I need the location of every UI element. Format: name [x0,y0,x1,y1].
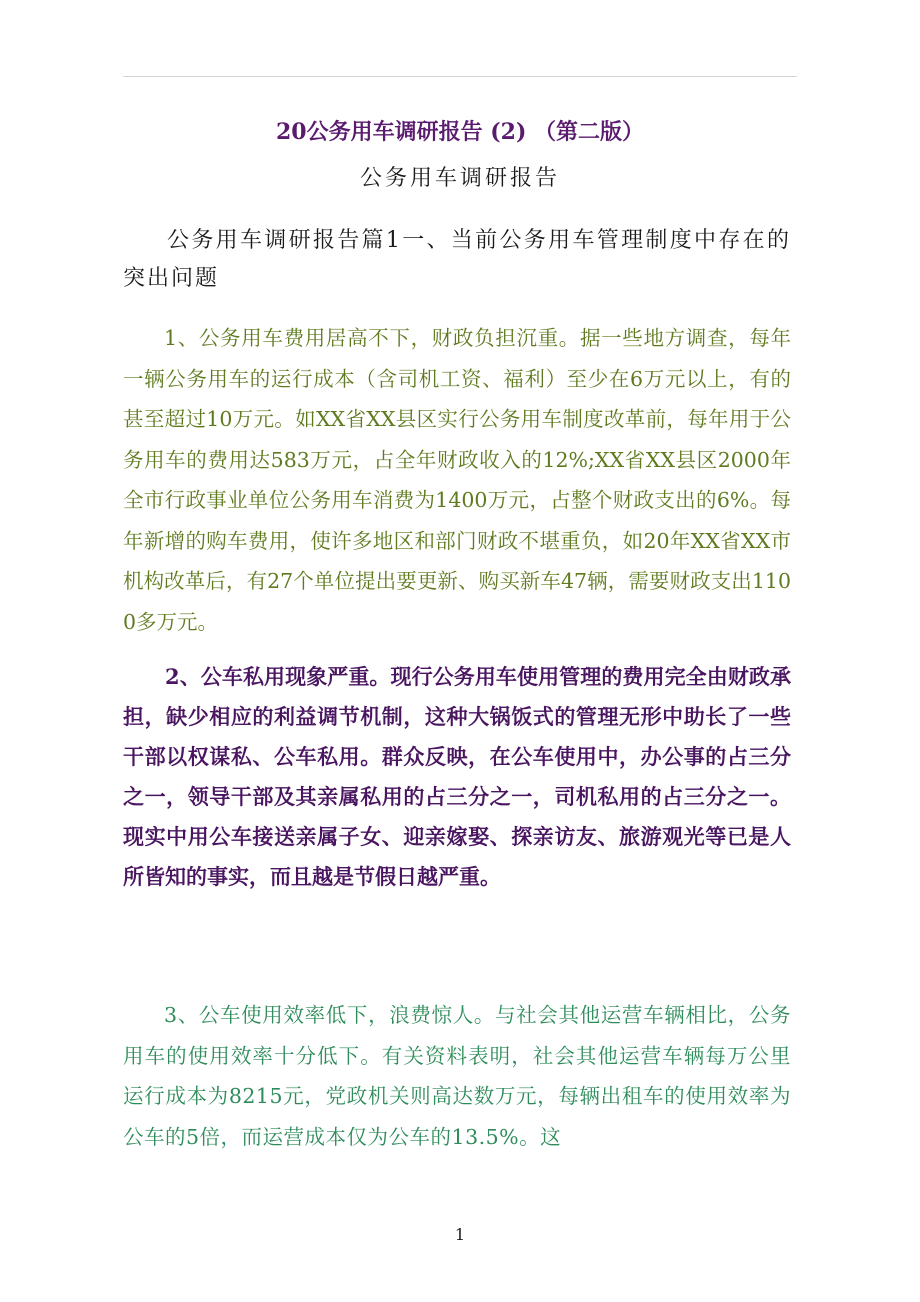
paragraph-point-3: 3、公车使用效率低下，浪费惊人。与社会其他运营车辆相比，公务用车的使用效率十分低下。有关资料表明，社会其他运营车辆每万公里运行成本为8215元，党政机关则高达数万元，每辆出租车的使用效率为公车的5倍，而运营成本仅为公车的13.5%。这 [123,1003,791,1149]
paragraph-point-2: 2、公车私用现象严重。现行公务用车使用管理的费用完全由财政承担，缺少相应的利益调节机制，这种大锅饭式的管理无形中助长了一些干部以权谋私、公车私用。群众反映，在公车使用中，办公事的占三分之一，领导干部及其亲属私用的占三分之一，司机私用的占三分之一。现实中用公车接送亲属子女、迎亲嫁娶、探亲访友、旅游观光等已是人所皆知的事实，而且越是节假日越严重。 [123,664,791,889]
intro-paragraph: 公务用车调研报告篇1一、当前公务用车管理制度中存在的突出问题 [123,228,791,291]
header-divider [123,76,797,77]
document-subtitle: 公务用车调研报告 [359,166,560,191]
document-title: 20公务用车调研报告 (2) （第二版） [275,119,645,145]
paragraph-point-1: 1、公务用车费用居高不下，财政负担沉重。据一些地方调查，每年一辆公务用车的运行成本（含司机工资、福利）至少在6万元以上，有的甚至超过10万元。如XX省XX县区实行公务用车制度改革前，每年用于公务用车的费用达583万元，占全年财政收入的12%;XX省XX县区2000年全市行政事业单位公务用车消费为1400万元，占整个财政支出的6%。每年新增的购车费用，使许多地区和部门财政不堪重负，如20年XX省XX市机构改革后，有27个单位提出要更新、购买新车47辆，需要财政支出1100多万元。 [123,326,791,634]
page-number: 1 [454,1225,466,1244]
